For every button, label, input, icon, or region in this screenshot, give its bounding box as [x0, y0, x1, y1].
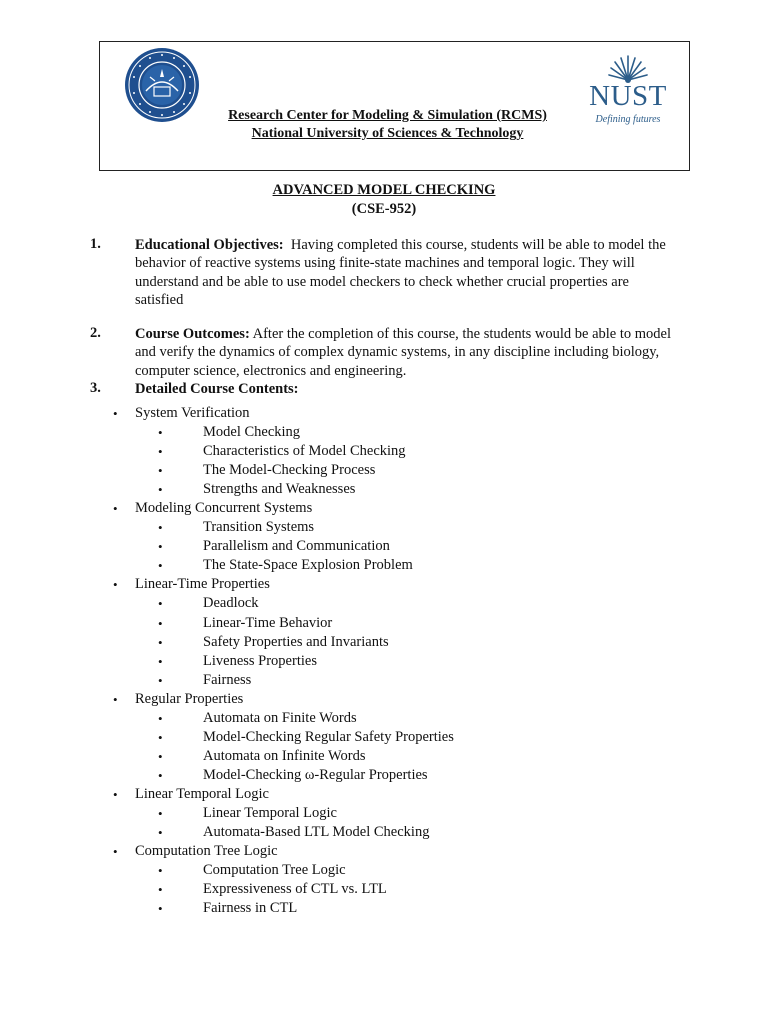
subtopic-label: Model-Checking Regular Safety Properties [203, 728, 454, 745]
bullet-icon: • [158, 444, 163, 460]
university-name: National University of Sciences & Technology [251, 126, 524, 141]
subtopic-item [0, 861, 768, 880]
subtopic-item [0, 652, 768, 671]
subtopic-item [0, 614, 768, 633]
subtopic-item [0, 899, 768, 918]
topic-title: Modeling Concurrent Systems [135, 500, 313, 517]
section-3-number: 3. [90, 380, 101, 396]
subtopic-label: Deadlock [203, 595, 259, 612]
bullet-icon: • [158, 463, 163, 479]
bullet-icon: • [158, 558, 163, 574]
bullet-icon: • [113, 844, 118, 860]
bullet-icon: • [158, 672, 163, 688]
section-2-heading: Course Outcomes: [135, 326, 250, 342]
topic-title: Linear-Time Properties [135, 576, 270, 593]
course-code: (CSE-952) [351, 201, 417, 217]
subtopic-item [0, 518, 768, 537]
nust-tagline: Defining futures [595, 114, 661, 125]
subtopic-label: Fairness [203, 671, 252, 688]
topic-item [0, 404, 768, 423]
section-1-heading: Educational Objectives: [135, 237, 284, 253]
subtopic-label: Transition Systems [203, 519, 315, 536]
subtopic-item [0, 709, 768, 728]
topic-item [0, 842, 768, 861]
bullet-icon: • [158, 520, 163, 536]
subtopic-label: Fairness in CTL [203, 900, 298, 917]
subtopic-label: Characteristics of Model Checking [203, 443, 406, 460]
bullet-icon: • [158, 653, 163, 669]
subtopic-label: Model Checking [203, 424, 301, 441]
bullet-icon: • [113, 786, 118, 802]
bullet-icon: • [158, 805, 163, 821]
subtopic-item [0, 442, 768, 461]
topic-title: Computation Tree Logic [135, 843, 278, 860]
bullet-icon: • [113, 577, 118, 593]
subtopic-label: Linear-Time Behavior [203, 614, 333, 631]
topic-item [0, 575, 768, 594]
bullet-icon: • [158, 425, 163, 441]
subtopic-label: Parallelism and Communication [203, 538, 390, 555]
subtopic-label: The State-Space Explosion Problem [203, 557, 413, 574]
topic-title: System Verification [135, 405, 250, 421]
bullet-icon: • [158, 767, 163, 783]
subtopic-label: Expressiveness of CTL vs. LTL [203, 881, 387, 898]
nust-emblem-icon [583, 50, 673, 84]
subtopic-item [0, 480, 768, 499]
topic-item [0, 690, 768, 709]
subtopic-item [0, 537, 768, 556]
course-title: ADVANCED MODEL CHECKING [272, 182, 496, 198]
subtopic-label: Automata on Infinite Words [203, 747, 366, 764]
subtopic-label: Computation Tree Logic [203, 862, 346, 879]
section-1-number: 1. [90, 236, 101, 252]
topic-item [0, 785, 768, 804]
subtopic-label: Linear Temporal Logic [203, 804, 337, 821]
bullet-icon: • [158, 863, 163, 879]
subtopic-item [0, 423, 768, 442]
subtopic-item [0, 461, 768, 480]
nust-logo [583, 50, 673, 130]
subtopic-item [0, 823, 768, 842]
subtopic-label: Automata on Finite Words [203, 709, 357, 726]
bullet-icon: • [113, 501, 118, 517]
section-3-body [135, 380, 675, 398]
topic-item [0, 499, 768, 518]
subtopic-label: Automata-Based LTL Model Checking [203, 824, 430, 841]
bullet-icon: • [113, 691, 118, 707]
course-contents-list [0, 404, 768, 918]
bullet-icon: • [158, 615, 163, 631]
bullet-icon: • [158, 596, 163, 612]
subtopic-item [0, 594, 768, 613]
subtopic-label: Strengths and Weaknesses [203, 481, 356, 498]
subtopic-label: Safety Properties and Invariants [203, 633, 389, 650]
section-2-body [135, 325, 675, 380]
subtopic-item [0, 804, 768, 823]
section-1-text: Having completed this course, students will be able to model the behavior of reactive systems using finite-state machines and temporal logic. They will understand and be able to use model checkers to check whether crucial properties are satisfied [135, 237, 666, 308]
section-2-number: 2. [90, 325, 101, 341]
bullet-icon: • [158, 710, 163, 726]
bullet-icon: • [158, 825, 163, 841]
topic-title: Regular Properties [135, 690, 244, 707]
subtopic-label: Liveness Properties [203, 652, 317, 669]
subtopic-item [0, 880, 768, 899]
section-2-text: After the completion of this course, the students would be able to model and verify the dynamics of complex dynamic systems, in any discipline including biology, computer science, electronics and engineering. [135, 326, 671, 379]
subtopic-item [0, 747, 768, 766]
header-box [99, 41, 690, 171]
nust-logo-text: NUST [589, 80, 667, 112]
section-1-body [135, 236, 675, 309]
bullet-icon: • [113, 406, 118, 421]
subtopic-item [0, 671, 768, 690]
bullet-icon: • [158, 882, 163, 898]
subtopic-item [0, 766, 768, 785]
bullet-icon: • [158, 901, 163, 917]
bullet-icon: • [158, 748, 163, 764]
rcms-title: Research Center for Modeling & Simulation (RCMS) [228, 108, 547, 123]
bullet-icon: • [158, 482, 163, 498]
subtopic-label: Model-Checking ω-Regular Properties [203, 766, 428, 783]
topic-title: Linear Temporal Logic [135, 785, 269, 802]
bullet-icon: • [158, 634, 163, 650]
subtopic-item [0, 633, 768, 652]
bullet-icon: • [158, 729, 163, 745]
subtopic-label: The Model-Checking Process [203, 462, 376, 479]
subtopic-item [0, 556, 768, 575]
subtopic-item [0, 728, 768, 747]
section-3-heading: Detailed Course Contents: [135, 381, 299, 397]
bullet-icon: • [158, 539, 163, 555]
